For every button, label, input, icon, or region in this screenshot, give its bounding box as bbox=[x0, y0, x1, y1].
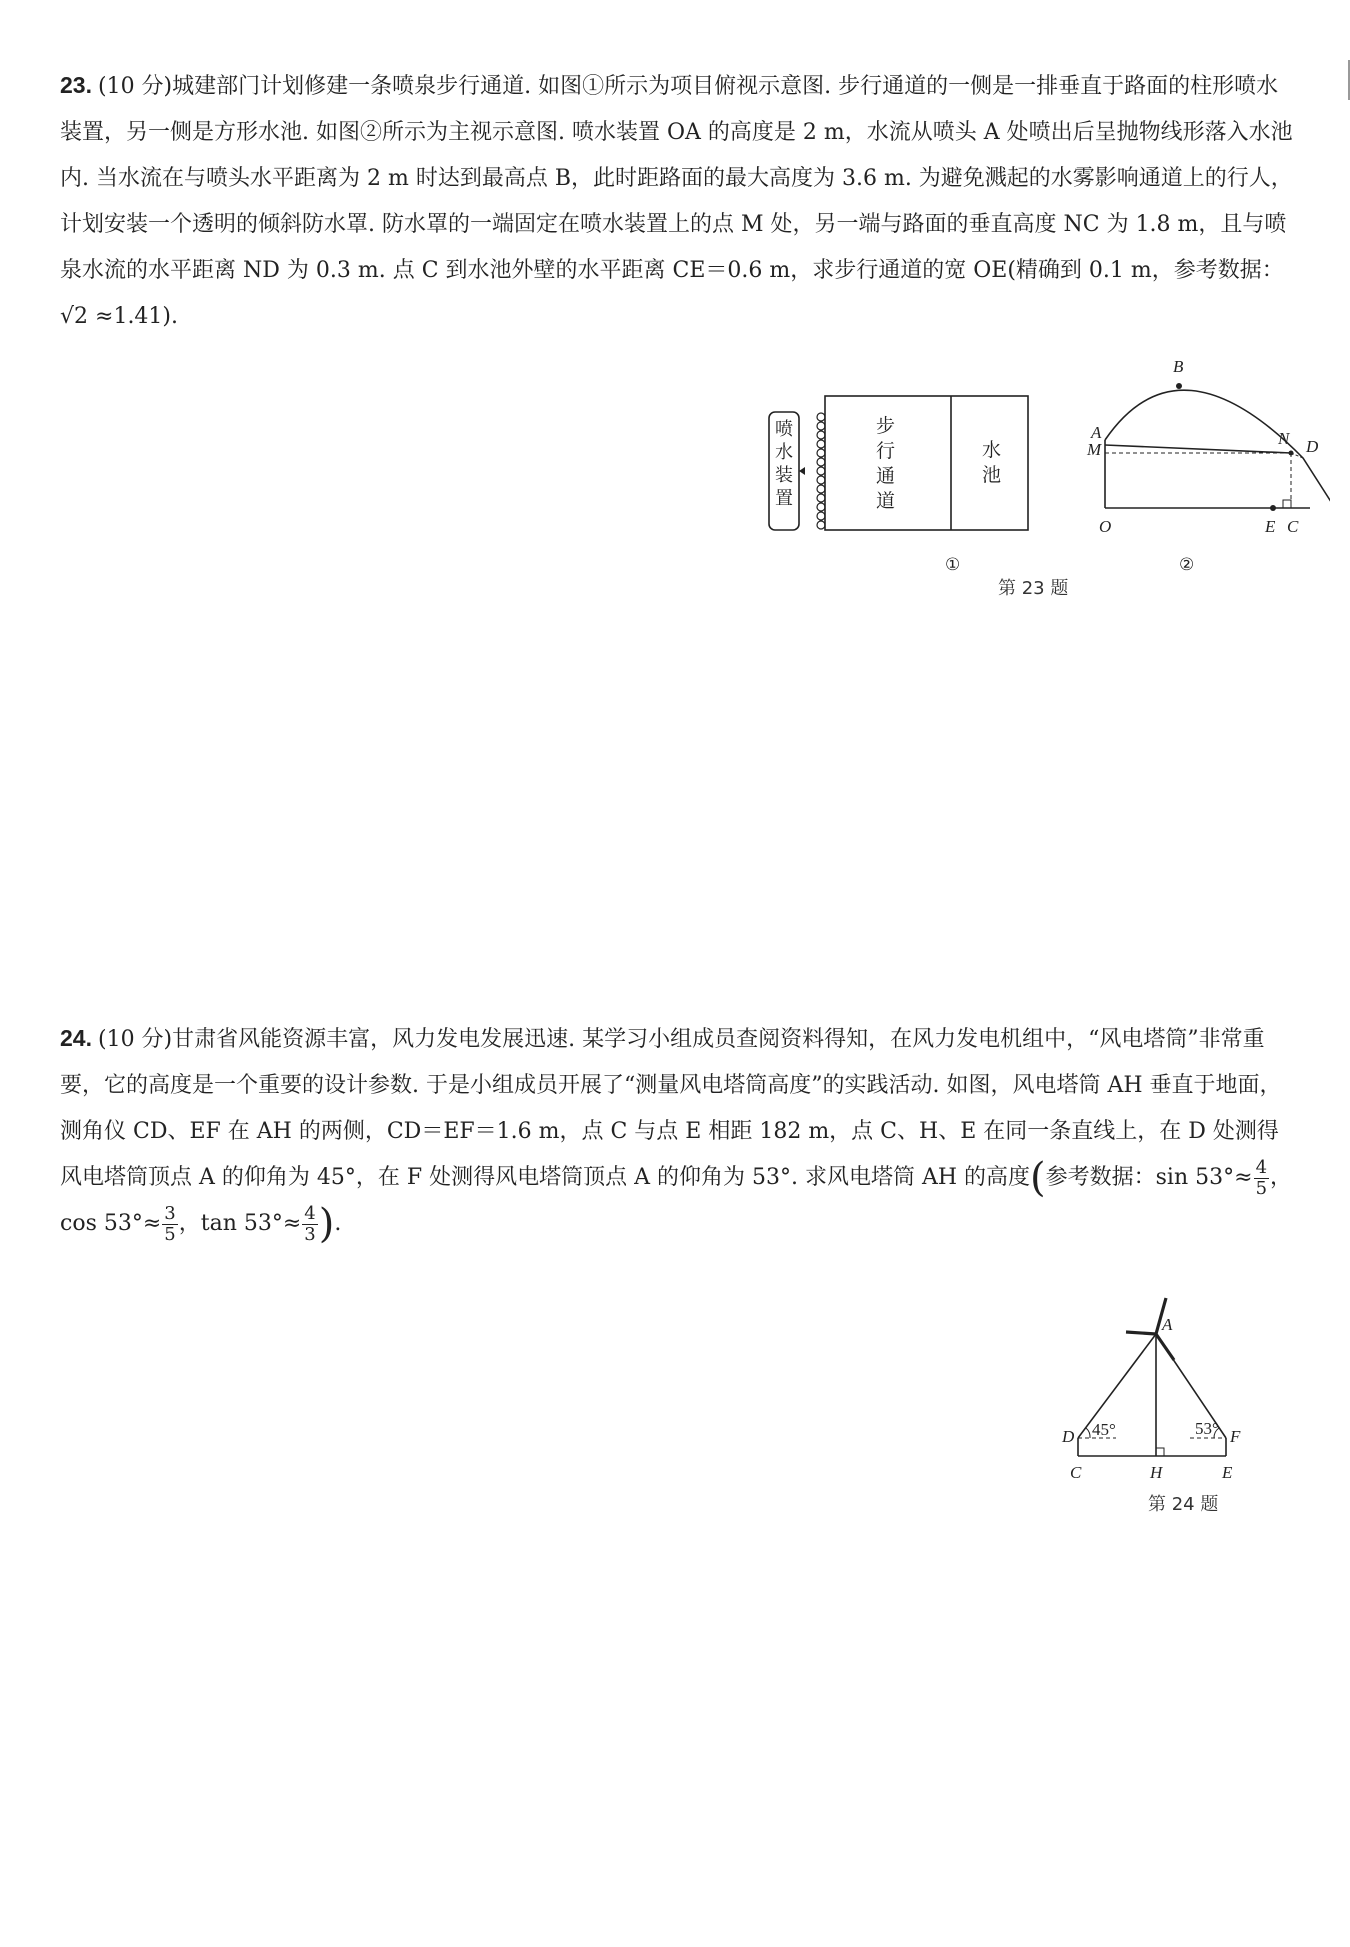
fig2-number: ② bbox=[1179, 555, 1195, 574]
question-24 bbox=[60, 1015, 1300, 1247]
tan-prefix: ，tan 53°≈ bbox=[178, 1211, 302, 1236]
angle-53-label: 53° bbox=[1195, 1419, 1219, 1438]
label-M: M bbox=[1087, 440, 1102, 459]
label-D: D bbox=[1062, 1427, 1075, 1446]
question-number: 24. bbox=[60, 1025, 92, 1051]
label-F: F bbox=[1230, 1427, 1241, 1446]
nozzle-circles bbox=[817, 413, 825, 529]
right-angle-mark bbox=[1283, 500, 1291, 508]
label-C: C bbox=[1287, 517, 1299, 536]
shield-MN bbox=[1105, 445, 1291, 453]
label-H: H bbox=[1150, 1463, 1163, 1482]
angle-45-label: 45° bbox=[1092, 1420, 1116, 1439]
walkway-label: 步行通道 bbox=[876, 415, 896, 512]
arrow-icon bbox=[799, 467, 805, 475]
point-N bbox=[1289, 451, 1294, 456]
label-A: A bbox=[1091, 423, 1102, 442]
label-N: N bbox=[1278, 429, 1290, 448]
label-C: C bbox=[1070, 1463, 1082, 1482]
question-24-text: 24. (10 分)甘肃省风能资源丰富，风力发电发展迅速. 某学习小组成员查阅资料得知，在风力发电机组中，“风电塔筒”非常重要，它的高度是一个重要的设计参数. 于是小组成员开展了“测量风电塔筒高度”的实践活动. 如图，风电塔筒 AH 垂直于地面，测角仪 CD、EF 在 AH 的两侧，CD＝EF＝1.6 m，点 C 与点 E 相距 182 m，点 C、H、E 在同一条直线上，在 D 处测得风电塔筒顶点 A 的仰角为 45°，在 F 处测得风电塔筒顶点 A 的仰角为 53°. 求风电塔筒 AH 的高度(参考数据：sin 53°≈ $\frac{4}{5}$ ，cos 53°≈ $\frac{3}{5}$ ，tan 53°≈ $\frac{4}{3}$ ). bbox=[60, 1025, 1293, 1247]
label-E: E bbox=[1222, 1463, 1233, 1482]
fraction-cos: $\frac{3}{5}$ bbox=[164, 1202, 176, 1245]
fraction-sin: $\frac{4}{5}$ bbox=[1255, 1156, 1268, 1199]
ref-data-prefix: 参考数据：sin 53°≈ bbox=[1045, 1165, 1253, 1190]
label-D: D bbox=[1306, 437, 1319, 456]
figure-23-2 bbox=[1075, 352, 1330, 574]
figure-23-1 bbox=[765, 392, 1045, 572]
end-period: . bbox=[334, 1211, 342, 1236]
label-A: A bbox=[1162, 1315, 1173, 1334]
angle-arc-D bbox=[1086, 1428, 1090, 1438]
label-O: O bbox=[1099, 517, 1112, 536]
point-E bbox=[1270, 505, 1276, 511]
label-E: E bbox=[1265, 517, 1276, 536]
caption-23: 第 23 题 bbox=[998, 578, 1069, 599]
point-B bbox=[1176, 383, 1182, 389]
question-23-text bbox=[60, 62, 1300, 340]
right-angle-mark-H bbox=[1156, 1448, 1164, 1456]
blade-2 bbox=[1126, 1332, 1156, 1334]
fraction-tan: $\frac{4}{3}$ bbox=[304, 1202, 316, 1245]
sight-line-DA bbox=[1078, 1334, 1156, 1438]
label-B: B bbox=[1173, 357, 1184, 376]
cos-prefix: ，cos 53°≈ bbox=[60, 1165, 1293, 1236]
device-label: 喷水装置 bbox=[775, 419, 793, 509]
question-number: 23. bbox=[60, 72, 92, 98]
pool-label: 水池 bbox=[982, 439, 1002, 486]
question-body: (10 分)城建部门计划修建一条喷泉步行通道. 如图①所示为项目俯视示意图. 步行通道的一侧是一排垂直于路面的柱形喷水装置，另一侧是方形水池. 如图②所示为主视示意图. 喷水装置 OA 的高度是 2 m，水流从喷头 A 处喷出后呈抛物线形落入水池内. 当水流在与喷头水平距离为 2 m 时达到最高点 B，此时距路面的最大高度为 3.6 m. 为避免溅起的水雾影响通道上的行人，计划安装一个透明的倾斜防水罩. 防水罩的一端固定在喷水装置上的点 M 处，另一端与路面的垂直高度 NC 为 1.8 m，且与喷泉水流的水平距离 ND 为 0.3 m. 点 C 到水池外壁的水平距离 CE＝0.6 m，求步行通道的宽 OE(精确到 0.1 m，参考数据：√2 ≈1.41). bbox=[60, 74, 1293, 329]
fig1-number: ① bbox=[945, 555, 961, 572]
question-body: (10 分)甘肃省风能资源丰富，风力发电发展迅速. 某学习小组成员查阅资料得知，在风力发电机组中，“风电塔筒”非常重要，它的高度是一个重要的设计参数. 于是小组成员开展了“测量风电塔筒高度”的实践活动. 如图，风电塔筒 AH 垂直于地面，测角仪 CD、EF 在 AH 的两侧，CD＝EF＝1.6 m，点 C 与点 E 相距 182 m，点 C、H、E 在同一条直线上，在 D 处测得风电塔筒顶点 A 的仰角为 45°，在 F 处测得风电塔筒顶点 A 的仰角为 53°. 求风电塔筒 AH 的高度 bbox=[60, 1027, 1282, 1190]
question-23 bbox=[60, 62, 1300, 340]
figure-24 bbox=[1050, 1288, 1310, 1488]
caption-24: 第 24 题 bbox=[1148, 1494, 1219, 1515]
